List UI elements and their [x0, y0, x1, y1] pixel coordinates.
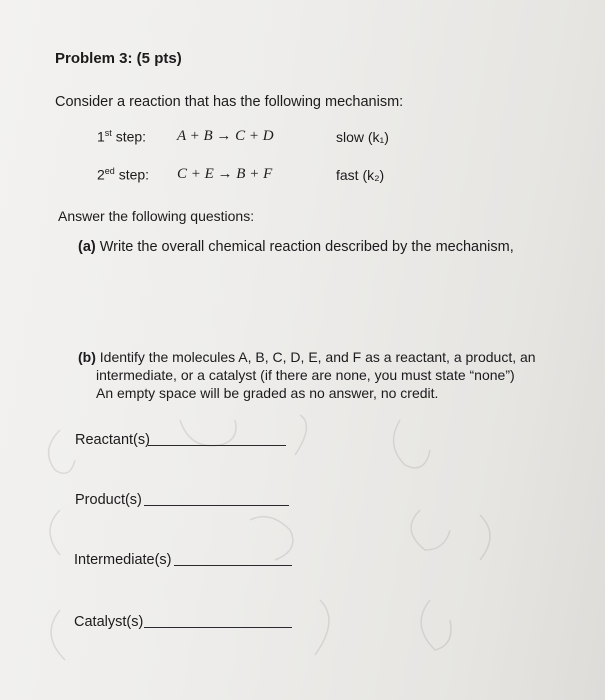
- catalysts-answer-line[interactable]: [144, 627, 292, 628]
- problem-intro: Consider a reaction that has the following mechanism:: [55, 94, 404, 110]
- products-label: Product(s): [75, 492, 142, 508]
- step-1-rate: slow (k₁): [336, 129, 389, 145]
- reactants-label: Reactant(s): [75, 432, 150, 448]
- step-2-rate: fast (k₂): [336, 167, 385, 183]
- step-1-label: 1st step:: [97, 128, 147, 145]
- question-b: [78, 348, 558, 402]
- question-a-label: (a): [78, 239, 96, 255]
- step-2-equation: C + E → B + F: [177, 166, 273, 182]
- instructions: Answer the following questions:: [58, 208, 255, 224]
- intermediates-label: Intermediate(s): [74, 552, 172, 568]
- step-1-equation: A + B → C + D: [177, 128, 274, 144]
- reactants-answer-line[interactable]: [148, 445, 286, 446]
- problem-title: Problem 3: (5 pts): [55, 50, 182, 67]
- step-2-label: $2^{ed}$ step:: [97, 166, 150, 183]
- question-b-label: (b): [78, 349, 96, 365]
- catalysts-label: Catalyst(s): [74, 614, 144, 630]
- question-b-line1: Identify the molecules A, B, C, D, E, and F as a reactant, a product, an: [95, 349, 536, 365]
- question-b-line3: An empty space will be graded as no answer, no credit.: [96, 385, 439, 401]
- intermediates-answer-line[interactable]: [174, 565, 292, 566]
- products-answer-line[interactable]: [144, 505, 289, 506]
- question-a: [78, 239, 514, 255]
- question-b-line2: intermediate, or a catalyst (if there are none, you must state “none”): [96, 367, 515, 383]
- question-a-text: Write the overall chemical reaction described by the mechanism,: [95, 239, 514, 255]
